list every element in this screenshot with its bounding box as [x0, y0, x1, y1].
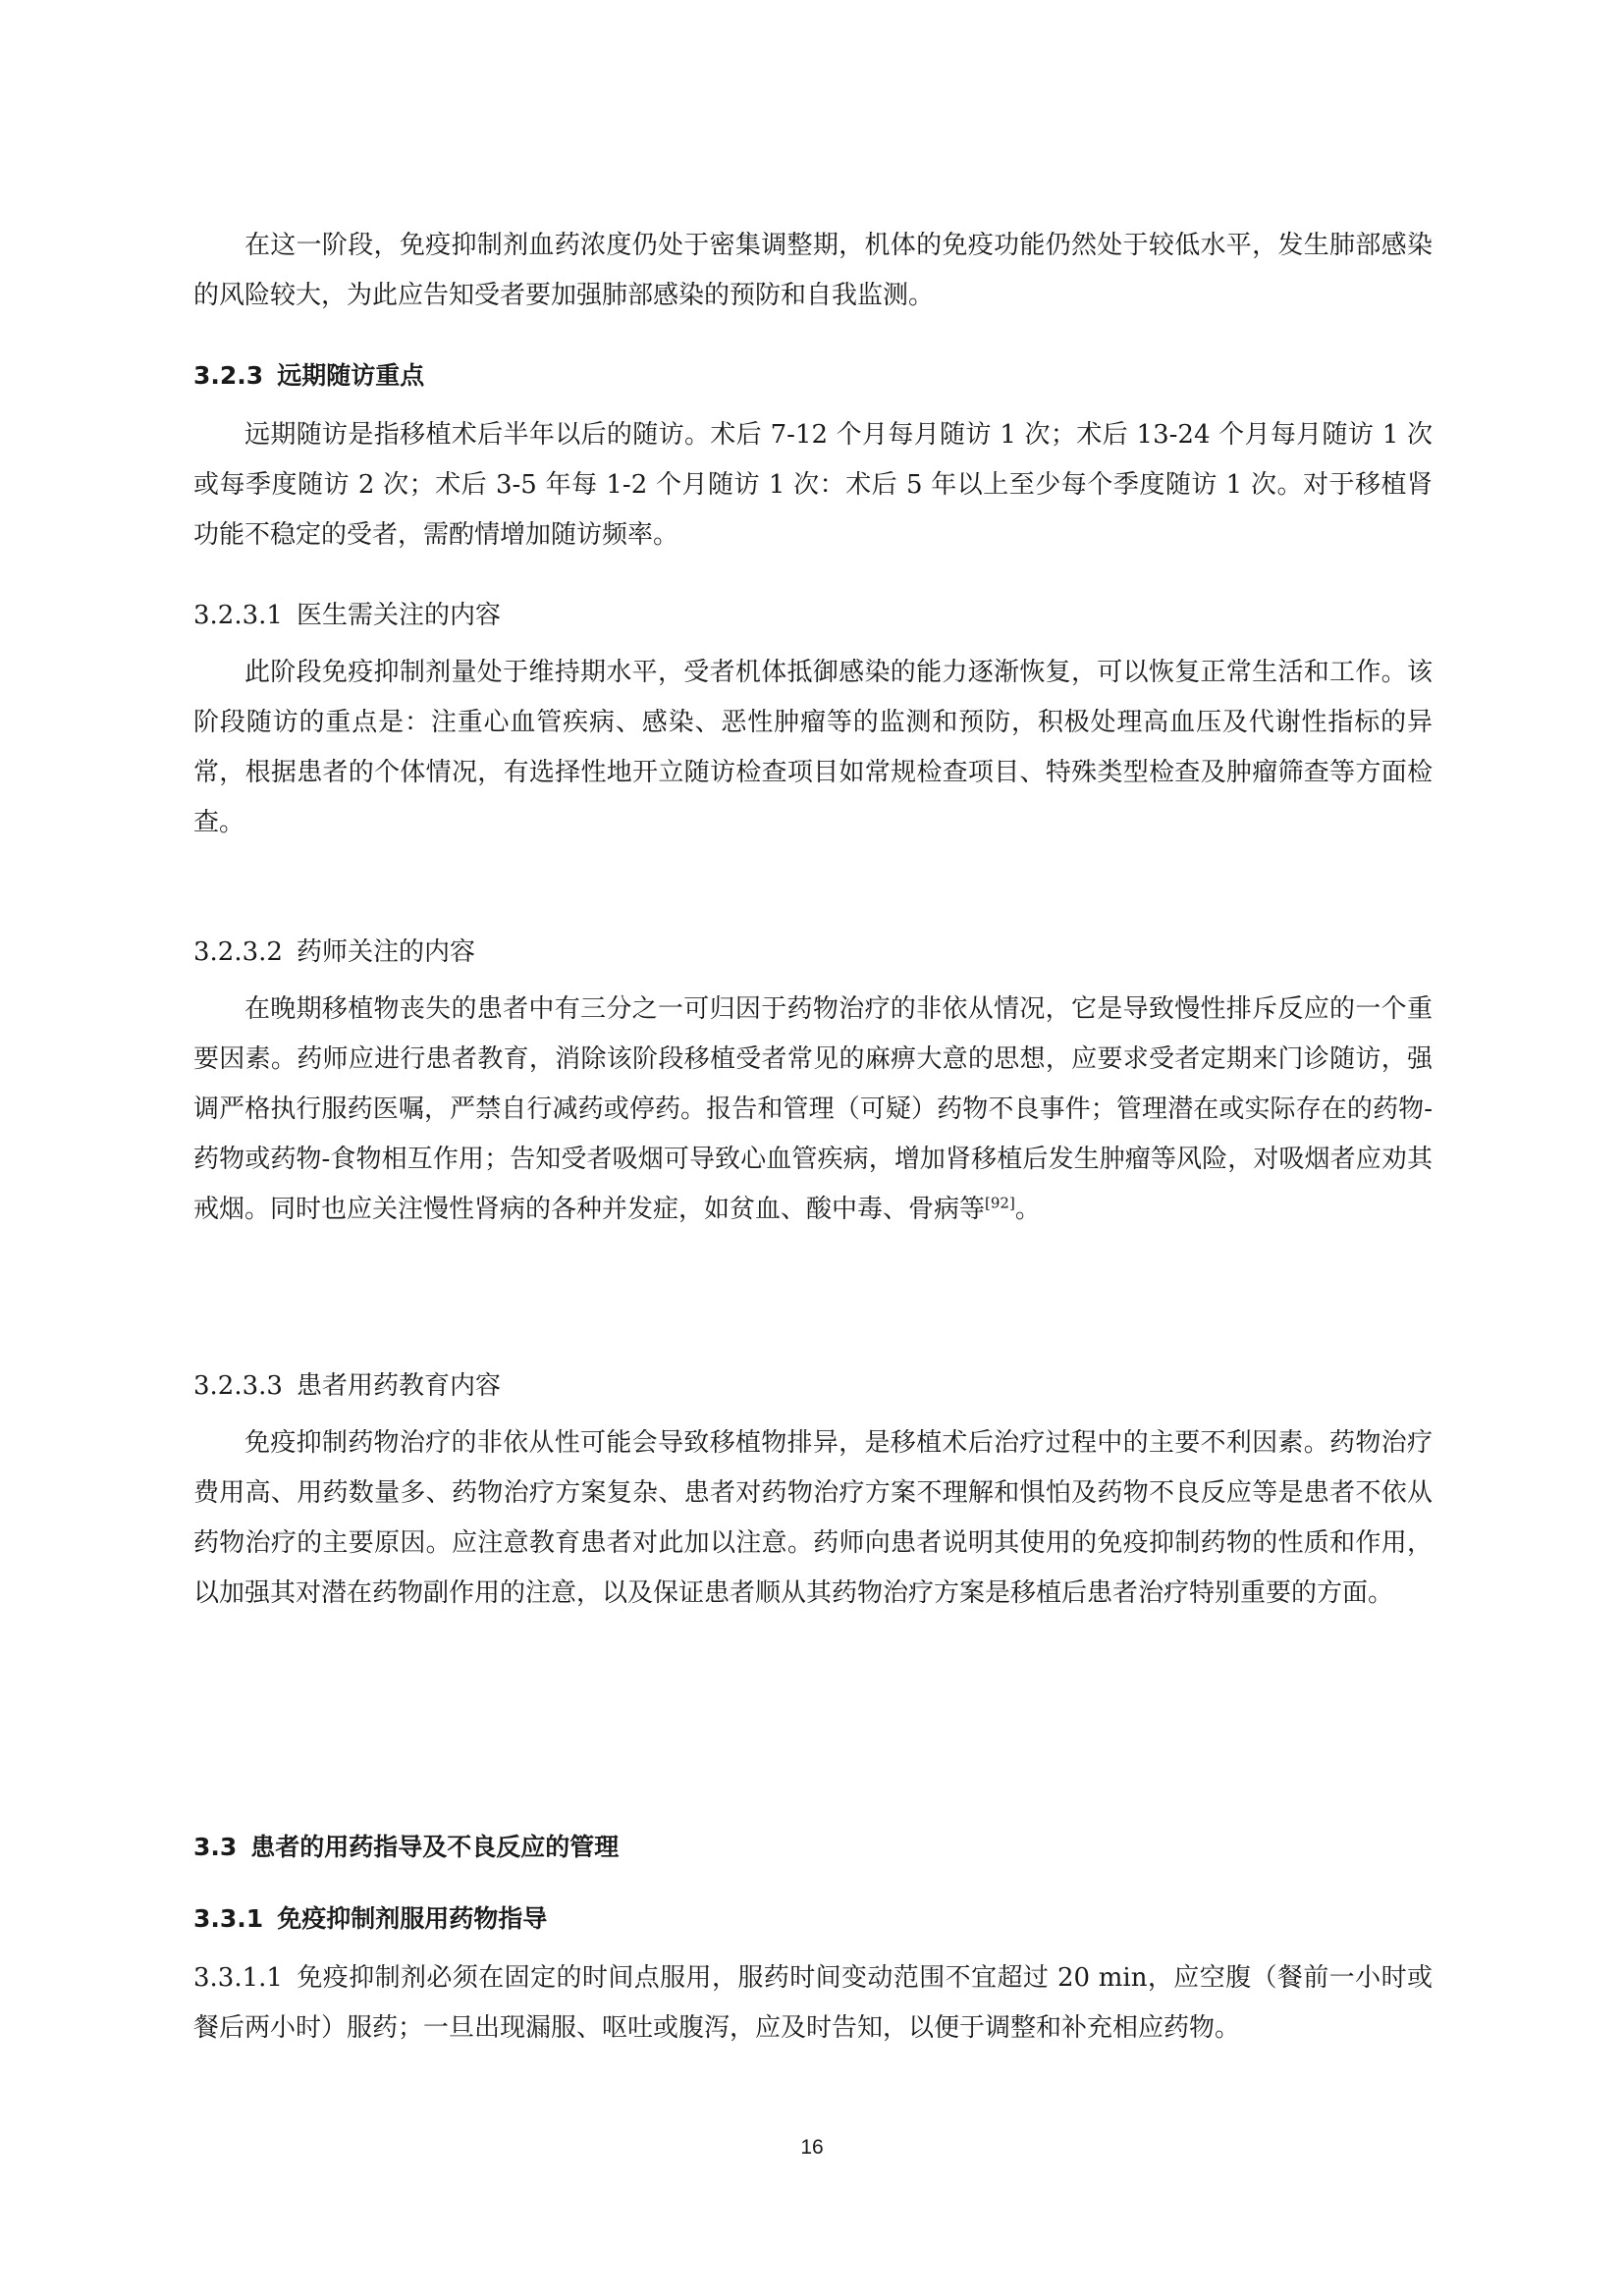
heading-3-2-3 [193, 356, 1433, 396]
heading-3-3 [193, 1828, 1433, 1867]
heading-text: 医生需关注的内容 [296, 601, 501, 630]
heading-number: 3.2.3 [193, 361, 264, 390]
heading-number: 3.2.3.1 [193, 601, 283, 630]
page-number: 16 [800, 2136, 824, 2159]
paragraph-3-3-1-1 [193, 1953, 1433, 2054]
heading-text: 药师关注的内容 [296, 937, 475, 967]
citation-ref: [92] [985, 1194, 1015, 1212]
paragraph-infection-risk: 在这一阶段，免疫抑制剂血药浓度仍处于密集调整期，机体的免疫功能仍然处于较低水平，发生肺部感染的风险较大，为此应告知受者要加强肺部感染的预防和自我监测。 [193, 231, 1433, 310]
heading-number: 3.3.1 [193, 1904, 264, 1933]
paragraph-long-term-followup: 远期随访是指移植术后半年以后的随访。术后 7-12 个月每月随访 1 次；术后 13-24 个月每月随访 1 次或每季度随访 2 次；术后 3-5 年每 1-2 个月随访 1 次：术后 5 年以上至少每个季度随访 1 次。对于移植肾功能不稳定的受者，需酌情增加随访频率。 [193, 420, 1433, 550]
heading-3-2-3-1 [193, 596, 1433, 635]
heading-text: 患者的用药指导及不良反应的管理 [250, 1833, 620, 1861]
heading-3-2-3-2 [193, 933, 1433, 972]
heading-number: 3.3 [193, 1833, 238, 1861]
paragraph-doctor-focus: 此阶段免疫抑制剂量处于维持期水平，受者机体抵御感染的能力逐渐恢复，可以恢复正常生活和工作。该阶段随访的重点是：注重心血管疾病、感染、恶性肿瘤等的监测和预防，积极处理高血压及代谢性指标的异常，根据患者的个体情况，有选择性地开立随访检查项目如常规检查项目、特殊类型检查及肿瘤筛查等方面检查。 [193, 658, 1433, 837]
item-number: 3.3.1.1 [193, 1963, 283, 1993]
heading-text: 远期随访重点 [277, 361, 425, 390]
heading-number: 3.2.3.3 [193, 1371, 283, 1401]
heading-text: 免疫抑制剂服用药物指导 [277, 1904, 548, 1933]
paragraph-end: 。 [1014, 1195, 1041, 1224]
heading-text: 患者用药教育内容 [296, 1371, 501, 1401]
paragraph-text: 免疫抑制剂必须在固定的时间点服用，服药时间变动范围不宜超过 20 min，应空腹（餐前一小时或餐后两小时）服药；一旦出现漏服、呕吐或腹泻，应及时告知，以便于调整和补充相应药物。 [193, 1963, 1433, 2043]
heading-number: 3.2.3.2 [193, 937, 283, 967]
paragraph-pharmacist-focus [193, 985, 1433, 1235]
heading-3-3-1 [193, 1899, 1433, 1939]
paragraph-text: 在晚期移植物丧失的患者中有三分之一可归因于药物治疗的非依从情况，它是导致慢性排斥反应的一个重要因素。药师应进行患者教育，消除该阶段移植受者常见的麻痹大意的思想，应要求受者定期来门诊随访，强调严格执行服药医嘱，严禁自行减药或停药。报告和管理（可疑）药物不良事件；管理潜在或实际存在的药物-药物或药物-食物相互作用；告知受者吸烟可导致心血管疾病，增加肾移植后发生肿瘤等风险，对吸烟者应劝其戒烟。同时也应关注慢性肾病的各种并发症，如贫血、酸中毒、骨病等 [193, 994, 1433, 1224]
paragraph-patient-education: 免疫抑制药物治疗的非依从性可能会导致移植物排异，是移植术后治疗过程中的主要不利因素。药物治疗费用高、用药数量多、药物治疗方案复杂、患者对药物治疗方案不理解和惧怕及药物不良反应等是患者不依从药物治疗的主要原因。应注意教育患者对此加以注意。药师向患者说明其使用的免疫抑制药物的性质和作用，以加强其对潜在药物副作用的注意，以及保证患者顺从其药物治疗方案是移植后患者治疗特别重要的方面。 [193, 1428, 1433, 1608]
heading-3-2-3-3 [193, 1366, 1433, 1406]
